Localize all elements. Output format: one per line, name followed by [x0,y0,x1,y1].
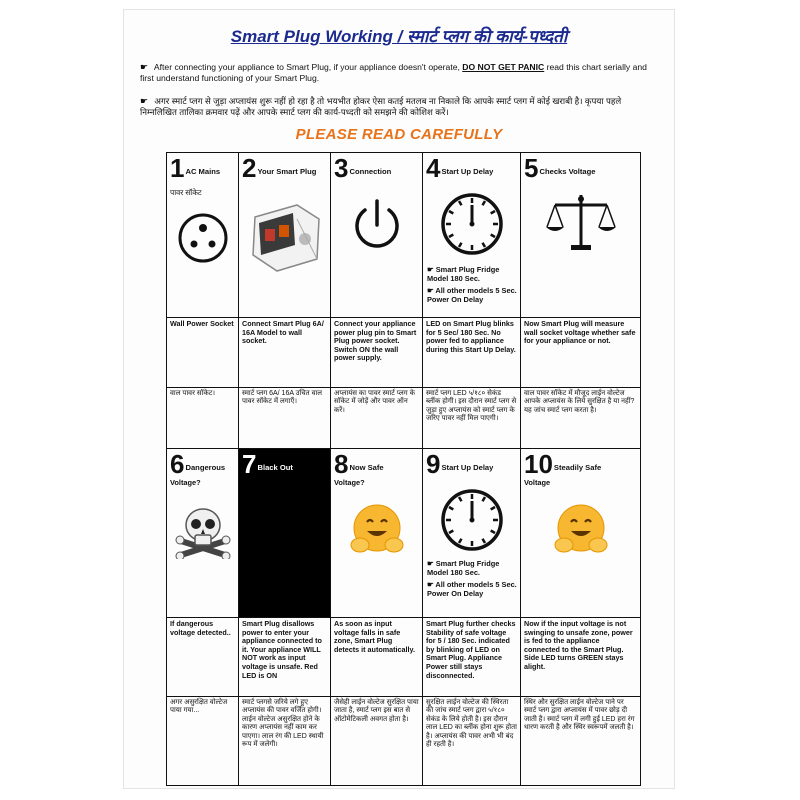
step-number: 6 [170,449,185,479]
smart-plug-icon [239,199,330,275]
step-7-hindi: स्मार्ट प्लगसे जरिये लगे हुए अप्लायंस की पावर वर्जित होगी। लाईन वोल्टेज असुरक्षित होने के कारण अप्लायंस नहीं काम कर पाएगा। लाल रंग की LED स्थायी रूप में जलेगी। [239,697,331,786]
step-number: 5 [524,153,539,183]
step-2-cell [239,153,331,318]
socket-icon [167,211,238,265]
step-3-cell [331,153,423,318]
clock-icon [423,487,520,553]
step-8-description: As soon as input voltage falls in safe zone, Smart Plug detects it automatically. [331,618,423,697]
page-title: Smart Plug Working / स्मार्ट प्लग की कार्य-पध्दती [230,27,568,46]
step-number: 9 [426,449,441,479]
step-5-description: Now Smart Plug will measure wall socket voltage whether safe for your appliance or not. [521,318,641,388]
step-label: Dangerous [185,463,226,473]
intro-english-text-end: read this chart serially and first understand functioning of your Smart Plug. [140,62,647,83]
note-text: Smart Plug Fridge Model 180 Sec. [427,559,500,577]
step-2-hindi: स्मार्ट प्लग 6A/ 16A उचित वाल पावर सॉकेट में लगाएँ। [239,388,331,449]
step-4-description: LED on Smart Plug blinks for 5 Sec/ 180 Sec. No power fed to appliance during this Start Up Delay. [423,318,521,388]
step-label: Start Up Delay [441,167,494,177]
step-number: 3 [334,153,349,183]
step-number: 10 [524,449,553,479]
step-label: Steadily Safe [553,463,602,473]
note-text: All other models 5 Sec. Power On Delay [427,286,517,304]
step-9-description: Smart Plug further checks Stability of safe voltage for 5 / 180 Sec. indicated by blinking of LED on Smart Plug. Appliance Power still stays disconnected. [423,618,521,697]
step-7-cell [239,449,331,618]
clock-icon [423,191,520,257]
step-1-hindi: वाल पावर सॉकेट। [167,388,239,449]
step-6-hindi: अगर असुरक्षित वोल्टेज पाया गया... [167,697,239,786]
delay-notes [427,265,517,307]
step-1-cell [167,153,239,318]
note-fridge [427,559,517,577]
step-sublabel: पावर सॉकेट [170,188,202,197]
step-6-cell [167,449,239,618]
pointing-hand-icon: ☛ [427,580,436,589]
step-number: 2 [242,153,257,183]
pointing-hand-icon: ☛ [140,62,149,72]
intro-english [140,62,658,84]
steps-table [166,152,641,786]
power-icon [331,193,422,255]
pointing-hand-icon: ☛ [427,286,436,295]
intro-hindi-text: अगर स्मार्ट प्लग से जुड़ा अप्लायंस शुरू नहीं हो रहा है तो भयभीत होकर ऐसा कतई मतलब ना निकाले कि आपके स्मार्ट प्लग में कोई खराबी है। कृपया पहले निम्नलिखित तालिका क्रमवार पढ़ें और आपके स्मार्ट प्लग की कार्य-पध्दती को समझने की कोशिश करें। [140,96,622,117]
step-3-hindi: अप्लायंस का पावर स्मार्ट प्लग के सॉकेट में जोड़ें और पावर ऑन करें। [331,388,423,449]
step-label: Connection [349,167,392,177]
pointing-hand-icon: ☛ [427,265,436,274]
note-text: All other models 5 Sec. Power On Delay [427,580,517,598]
step-label: Black Out [257,463,293,473]
pointing-hand-icon: ☛ [427,559,436,568]
step-4-cell [423,153,521,318]
step-label: Start Up Delay [441,463,494,473]
step-10-hindi: स्थिर और सुरक्षित लाईन वोल्टेज पाने पर स्मार्ट प्लग द्वारा अप्लायंस में पावर छोड़ दी जाती है। स्मार्ट प्लग में लगी हुई LED हरा रंग धारण करती है और स्थिर स्वरूपमें जलती है। [521,697,641,786]
do-not-panic-text: DO NOT GET PANIC [462,62,545,72]
note-text: Smart Plug Fridge Model 180 Sec. [427,265,500,283]
step-8-hindi: जैसेही लाईन वोल्टेज सुरक्षित पाया जाता है, स्मार्ट प्लग इस बात से ऑटोमेटिकली अवगत होता है। [331,697,423,786]
step-9-hindi: सुरक्षित लाईन वोल्टेज की स्थिरता की जांच स्मार्ट प्लग द्वारा ५/१८० सेकंड के लिये होती है। इस दौरान लाल LED का ब्लींक होना शुरू होता है। अप्लायंस की पावर अभी भी बंद ही रहती है। [423,697,521,786]
intro-english-text: After connecting your appliance to Smart Plug, if your appliance doesn't operate, [153,62,463,72]
step-label: AC Mains [185,167,221,177]
pointing-hand-icon: ☛ [140,96,149,106]
delay-notes [427,559,517,601]
step-9-cell [423,449,521,618]
step-10-cell [521,449,641,618]
read-carefully-banner: PLEASE READ CAREFULLY [295,126,503,143]
hug-emoji-icon [521,501,640,559]
note-other [427,286,517,304]
step-label-2: Voltage? [170,478,201,487]
step-5-cell [521,153,641,318]
step-4-hindi: स्मार्ट प्लग LED ५/१८० सेकंड ब्लींक होगी। इस दौरान स्मार्ट प्लग से जुड़ा हुए अप्लायंस को स्मार्ट प्लग के जरिए पावर नहीं मिल पाएगी। [423,388,521,449]
hug-emoji-icon [331,501,422,559]
step-number: 8 [334,449,349,479]
step-label-2: Voltage [524,478,551,487]
scale-icon [521,191,640,255]
step-2-description: Connect Smart Plug 6A/ 16A Model to wall socket. [239,318,331,388]
step-10-description: Now if the input voltage is not swinging to unsafe zone, power is fed to the appliance connected to the Smart Plug. Side LED turns GREEN stays alight. [521,618,641,697]
step-label-2: Voltage? [334,478,365,487]
step-number: 7 [242,449,257,479]
step-1-description: Wall Power Socket [167,318,239,388]
step-5-hindi: वाल पावर सॉकेट में मौजूद लाईन वोल्टेज आपके अप्लायंस के लिये सुरक्षित है या नहीं? यह जांच स्मार्ट प्लग करता है। [521,388,641,449]
note-other [427,580,517,598]
step-label: Your Smart Plug [257,167,317,177]
step-label: Checks Voltage [539,167,596,177]
skull-icon [167,505,238,559]
step-number: 1 [170,153,185,183]
step-6-description: If dangerous voltage detected.. [167,618,239,697]
step-label: Now Safe [349,463,384,473]
step-7-description: Smart Plug disallows power to enter your appliance connected to it. Your appliance WILL NOT work as input voltage is unsafe. Red LED is ON [239,618,331,697]
step-3-description: Connect your appliance power plug pin to Smart Plug power socket. Switch ON the wall power supply. [331,318,423,388]
step-number: 4 [426,153,441,183]
note-fridge [427,265,517,283]
chart-sheet [124,10,674,788]
step-8-cell [331,449,423,618]
intro-hindi [140,96,658,118]
